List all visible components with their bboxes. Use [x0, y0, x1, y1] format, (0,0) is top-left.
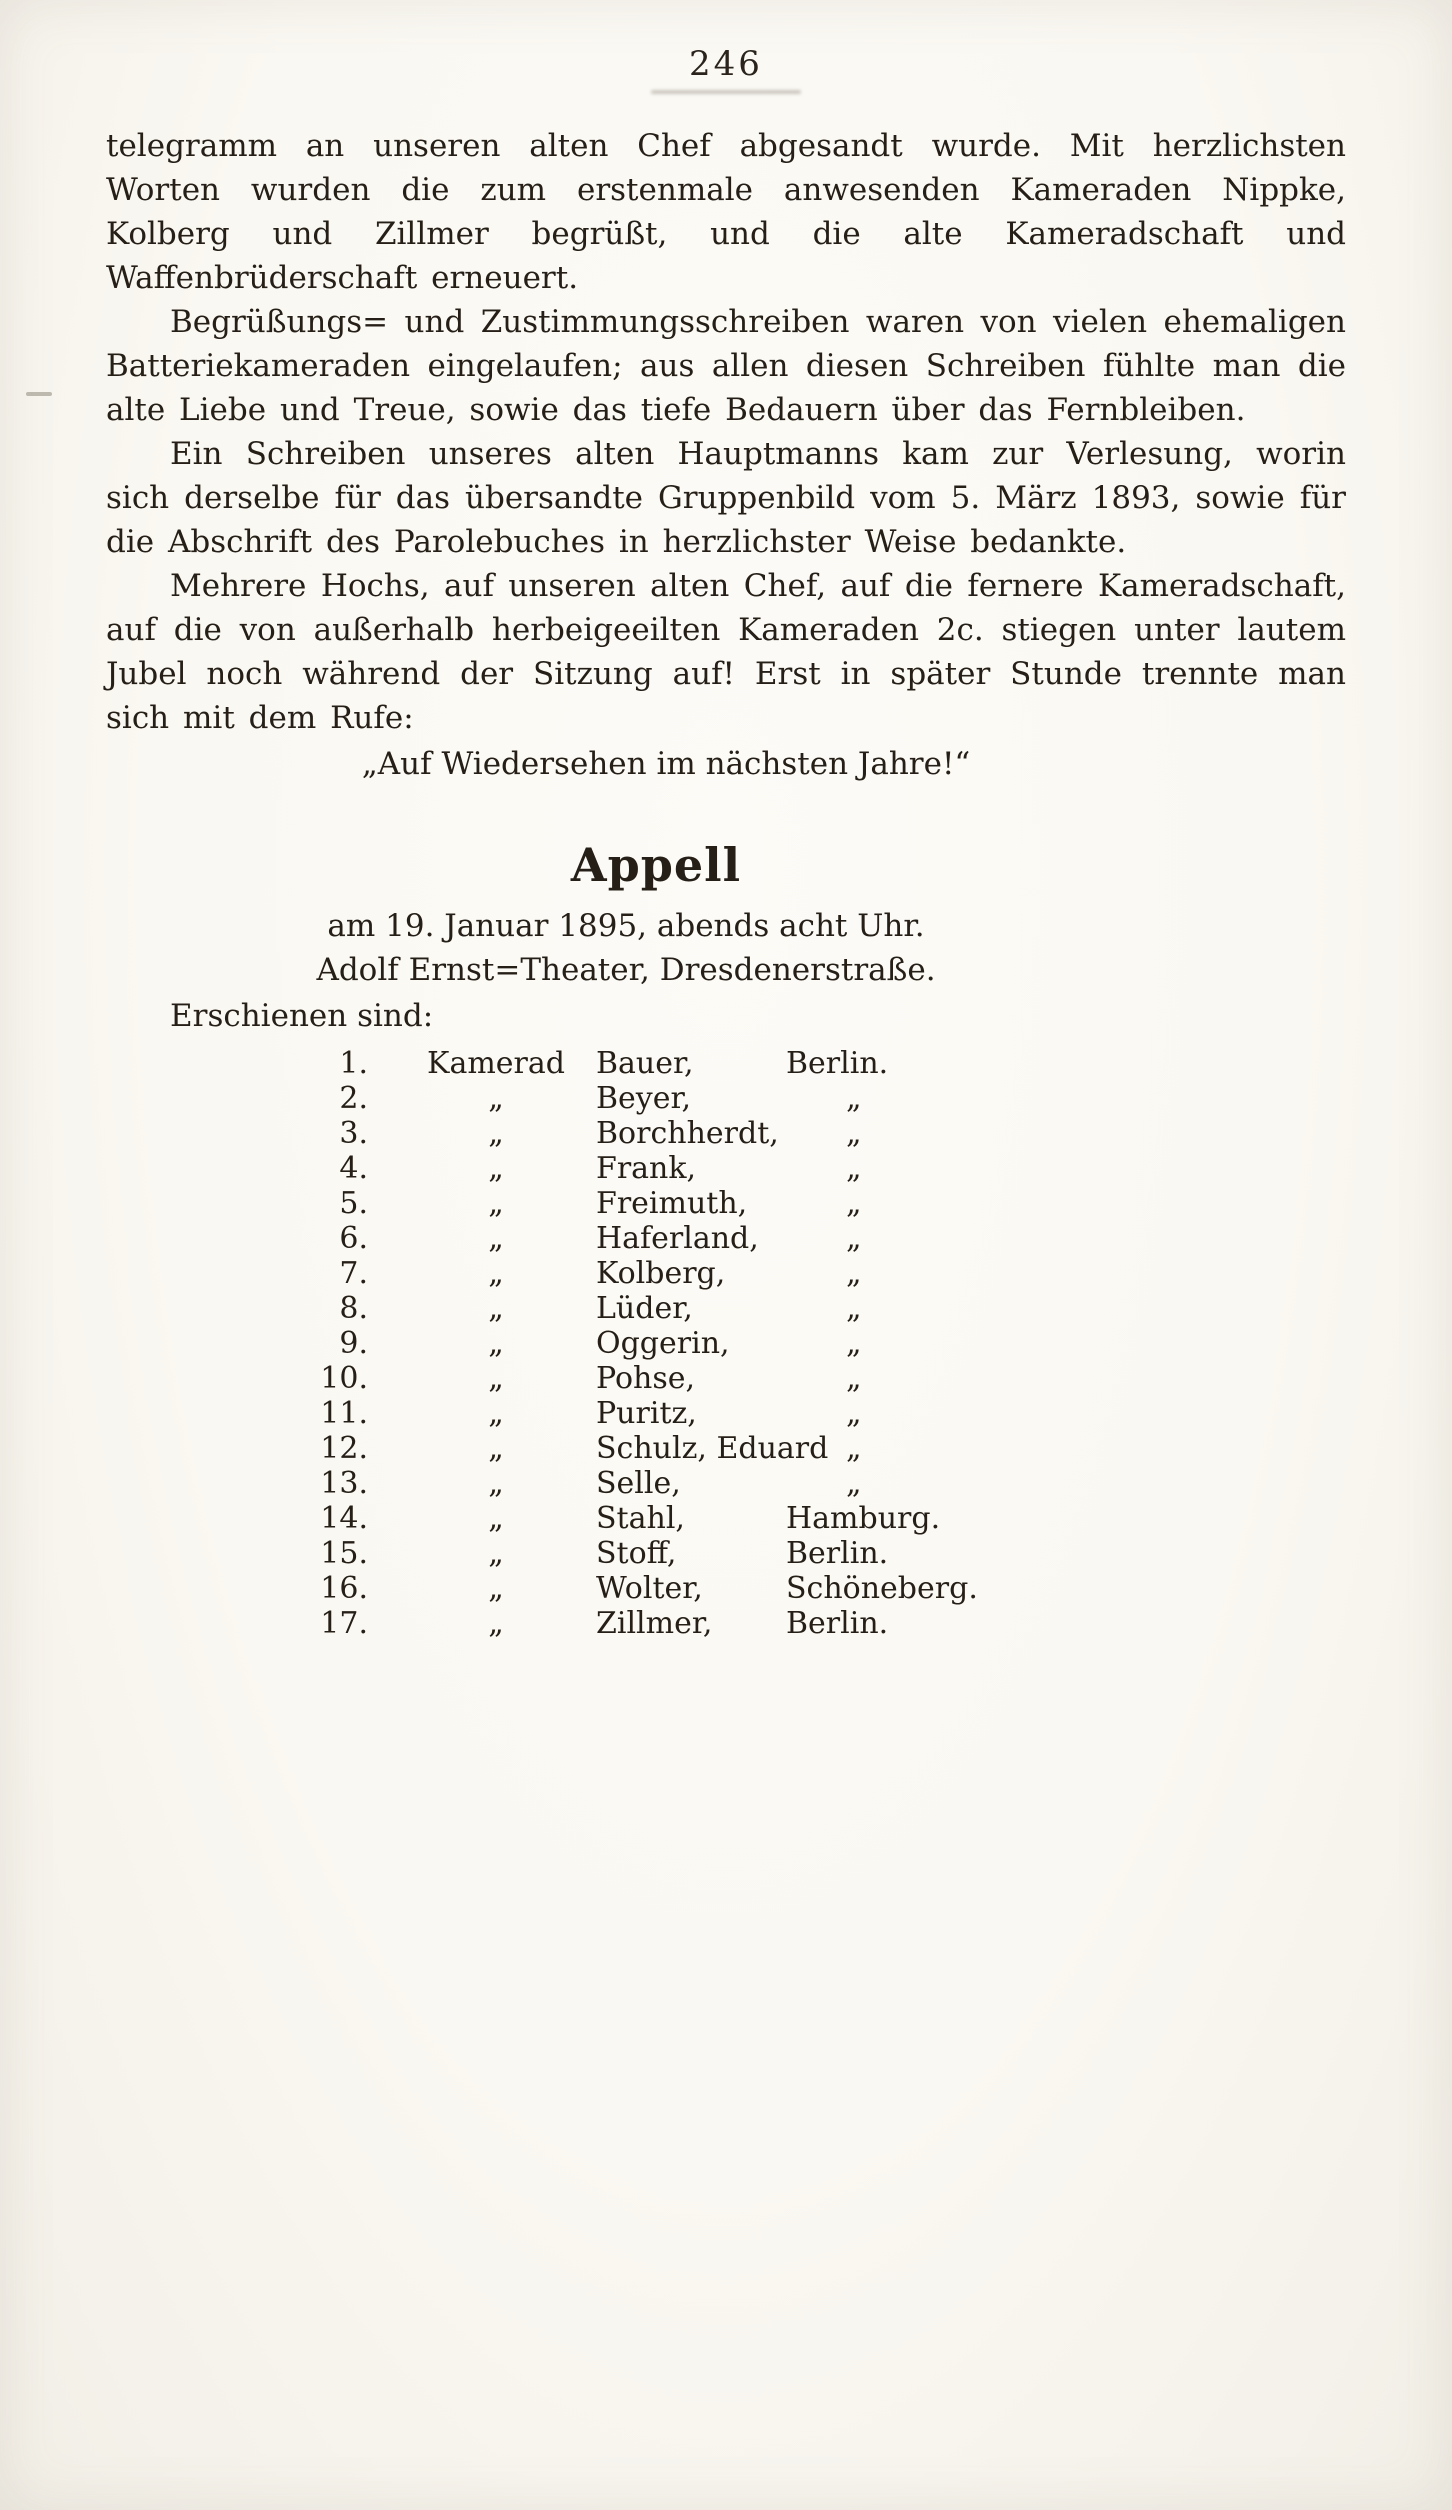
attendee-city: „	[846, 1256, 862, 1291]
body-paragraph-4: Mehrere Hochs, auf unseren alten Chef, auf die fernere Kameradschaft, auf die von außerhalb herbeigeeilten Kameraden 2c. stiegen unter lautem Jubel noch während der Sitzung auf! Erst in später Stunde trennte man sich mit dem Rufe:	[106, 568, 1346, 736]
attendee-row	[306, 1326, 1346, 1361]
attendee-name: Stoff,	[596, 1536, 677, 1571]
attendee-rank: „	[488, 1221, 504, 1256]
attendee-number: 11.	[320, 1396, 368, 1431]
attendee-city: „	[846, 1116, 862, 1151]
attendee-name: Lüder,	[596, 1291, 693, 1326]
attendee-number: 16.	[320, 1571, 368, 1606]
appell-section	[106, 838, 1346, 1641]
attendee-city: Hamburg.	[786, 1501, 941, 1536]
attendee-row	[306, 1046, 1346, 1081]
attendee-city: „	[846, 1361, 862, 1396]
attendee-rank: „	[488, 1186, 504, 1221]
attendee-number: 8.	[339, 1291, 368, 1326]
attendee-number: 17.	[320, 1606, 368, 1641]
attendee-row	[306, 1361, 1346, 1396]
attendee-row	[306, 1151, 1346, 1186]
attendee-rank: „	[488, 1326, 504, 1361]
attendee-number: 9.	[339, 1326, 368, 1361]
appell-title: Appell	[570, 838, 742, 892]
attendee-rank: „	[488, 1256, 504, 1291]
attendee-rank: „	[488, 1501, 504, 1536]
attendee-name: Borchherdt,	[596, 1116, 779, 1151]
attendee-name: Pohse,	[596, 1361, 696, 1396]
attendee-name: Freimuth,	[596, 1186, 748, 1221]
attendee-row	[306, 1396, 1346, 1431]
appell-intro-line: Erschienen sind:	[170, 998, 434, 1034]
attendee-rank: „	[488, 1431, 504, 1466]
attendee-rank: „	[488, 1116, 504, 1151]
attendee-name: Schulz, Eduard	[596, 1431, 829, 1466]
attendee-name: Beyer,	[596, 1081, 692, 1116]
attendee-row	[306, 1606, 1346, 1641]
page-number: 246	[689, 44, 763, 84]
attendee-number: 13.	[320, 1466, 368, 1501]
attendee-number: 10.	[320, 1361, 368, 1396]
attendee-number: 2.	[339, 1081, 368, 1116]
attendee-number: 6.	[339, 1221, 368, 1256]
attendee-city: Schöneberg.	[786, 1571, 978, 1606]
attendee-name: Stahl,	[596, 1501, 685, 1536]
attendee-number: 15.	[320, 1536, 368, 1571]
attendee-city: „	[846, 1186, 862, 1221]
attendee-name: Selle,	[596, 1466, 681, 1501]
attendee-number: 14.	[320, 1501, 368, 1536]
attendee-row	[306, 1536, 1346, 1571]
attendee-city: „	[846, 1081, 862, 1116]
attendee-city: „	[846, 1431, 862, 1466]
attendee-row	[306, 1571, 1346, 1606]
attendee-name: Oggerin,	[596, 1326, 730, 1361]
attendee-number: 3.	[339, 1116, 368, 1151]
attendee-row	[306, 1116, 1346, 1151]
attendee-number: 5.	[339, 1186, 368, 1221]
attendee-rank: „	[488, 1466, 504, 1501]
closing-quote: „Auf Wiedersehen im nächsten Jahre!“	[361, 746, 971, 782]
attendee-city: „	[846, 1396, 862, 1431]
attendee-row	[306, 1221, 1346, 1256]
attendee-name: Puritz,	[596, 1396, 697, 1431]
attendee-row	[306, 1291, 1346, 1326]
appell-date-line: am 19. Januar 1895, abends acht Uhr.	[327, 908, 925, 944]
attendee-rank: „	[488, 1536, 504, 1571]
attendee-city: „	[846, 1151, 862, 1186]
attendee-number: 4.	[339, 1151, 368, 1186]
attendee-rank: Kamerad	[427, 1046, 565, 1081]
attendee-row	[306, 1501, 1346, 1536]
page-number-rule	[651, 90, 801, 94]
attendee-name: Kolberg,	[596, 1256, 726, 1291]
body-text	[106, 124, 1346, 786]
attendee-rank: „	[488, 1571, 504, 1606]
attendee-city: „	[846, 1466, 862, 1501]
attendee-rank: „	[488, 1291, 504, 1326]
attendee-city: „	[846, 1221, 862, 1256]
attendee-name: Zillmer,	[596, 1606, 713, 1641]
attendee-row	[306, 1466, 1346, 1501]
margin-scan-artifact	[26, 392, 52, 396]
attendee-number: 1.	[339, 1046, 368, 1081]
attendee-list	[306, 1046, 1346, 1641]
attendee-city: Berlin.	[786, 1046, 889, 1081]
attendee-name: Haferland,	[596, 1221, 759, 1256]
attendee-city: Berlin.	[786, 1536, 889, 1571]
attendee-row	[306, 1081, 1346, 1116]
attendee-name: Bauer,	[596, 1046, 694, 1081]
attendee-rank: „	[488, 1361, 504, 1396]
page-header	[106, 44, 1346, 94]
appell-location-line: Adolf Ernst=Theater, Dresdenerstraße.	[316, 952, 936, 988]
body-paragraph-2: Begrüßungs= und Zustimmungsschreiben waren von vielen ehemaligen Batteriekameraden eingelaufen; aus allen diesen Schreiben fühlte man die alte Liebe und Treue, sowie das tiefe Bedauern über das Fernbleiben.	[106, 304, 1346, 428]
attendee-row	[306, 1186, 1346, 1221]
attendee-rank: „	[488, 1081, 504, 1116]
attendee-row	[306, 1256, 1346, 1291]
attendee-number: 12.	[320, 1431, 368, 1466]
attendee-city: „	[846, 1326, 862, 1361]
body-paragraph-3: Ein Schreiben unseres alten Hauptmanns kam zur Verlesung, worin sich derselbe für das übersandte Gruppenbild vom 5. März 1893, sowie für die Abschrift des Parolebuches in herzlichster Weise bedankte.	[106, 436, 1346, 560]
attendee-rank: „	[488, 1396, 504, 1431]
attendee-city: „	[846, 1291, 862, 1326]
attendee-rank: „	[488, 1606, 504, 1641]
attendee-number: 7.	[339, 1256, 368, 1291]
attendee-city: Berlin.	[786, 1606, 889, 1641]
attendee-row	[306, 1431, 1346, 1466]
attendee-name: Frank,	[596, 1151, 697, 1186]
attendee-name: Wolter,	[596, 1571, 703, 1606]
body-paragraph-1: telegramm an unseren alten Chef abgesandt wurde. Mit herzlichsten Worten wurden die zum erstenmale anwesenden Kameraden Nippke, Kolberg und Zillmer begrüßt, und die alte Kameradschaft und Waffenbrüderschaft erneuert.	[106, 128, 1346, 296]
attendee-rank: „	[488, 1151, 504, 1186]
